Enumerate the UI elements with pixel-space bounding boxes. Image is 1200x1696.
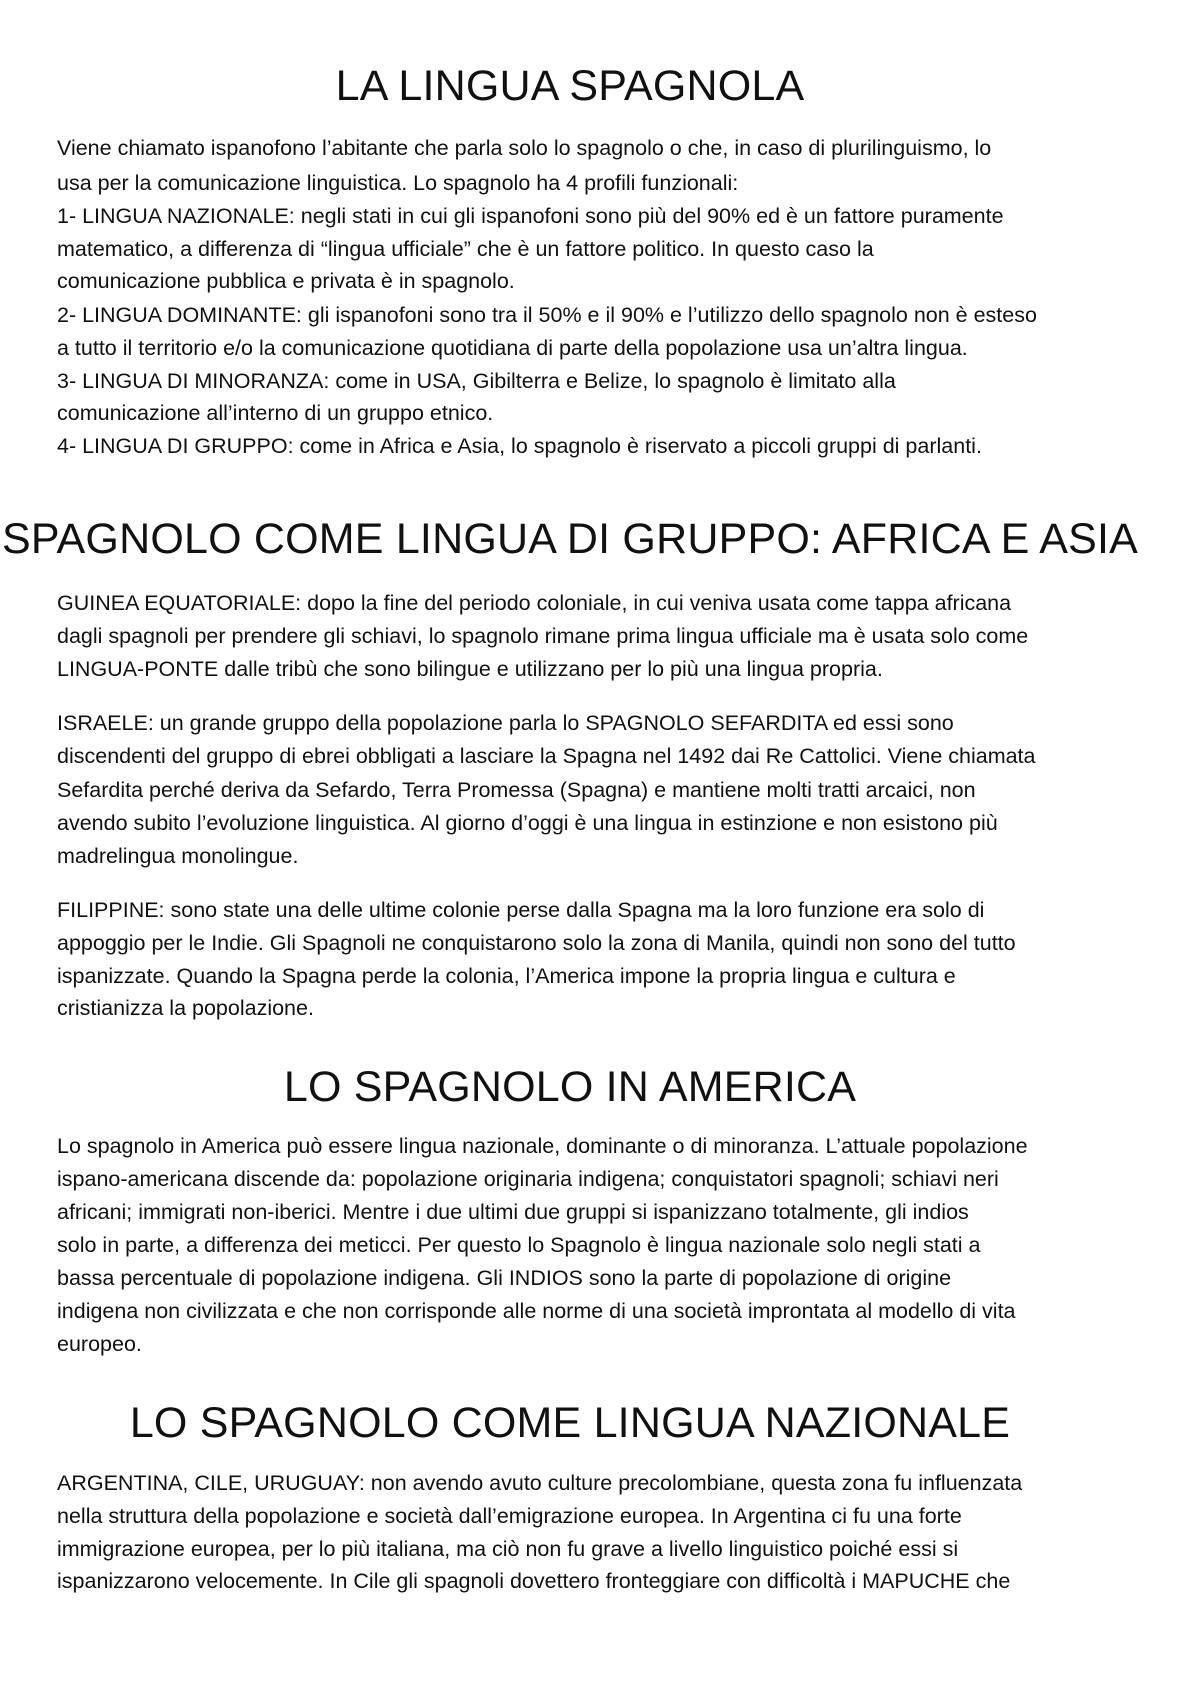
intro-line: comunicazione all’interno di un gruppo etnico. [57,401,494,425]
filippine-line: FILIPPINE: sono state una delle ultime colonie perse dalla Spagna ma la loro funzione era solo di [57,898,985,922]
nazionale-line: immigrazione europea, per lo più italiana, ma ciò non fu grave a livello linguistico poiché essi si [57,1537,959,1561]
nazionale-line: ARGENTINA, CILE, URUGUAY: non avendo avuto culture precolombiane, questa zona fu influenzata [57,1471,1023,1495]
section-heading-africa-asia: SPAGNOLO COME LINGUA DI GRUPPO: AFRICA E ASIA [1,515,1139,563]
israele-line: madrelingua monolingue. [57,844,299,868]
intro-line: matematico, a differenza di “lingua ufficiale” che è un fattore politico. In questo caso la [57,237,874,261]
section-heading-nazionale: LO SPAGNOLO COME LINGUA NAZIONALE [129,1399,1011,1447]
filippine-line: cristianizza la popolazione. [57,996,314,1020]
israele-line: discendenti del gruppo di ebrei obbligati a lasciare la Spagna nel 1492 dai Re Cattolici. Viene chiamata [57,744,1036,768]
intro-line: 3- LINGUA DI MINORANZA: come in USA, Gibilterra e Belize, lo spagnolo è limitato alla [57,369,896,393]
intro-line: comunicazione pubblica e privata è in spagnolo. [57,269,515,293]
intro-line: Viene chiamato ispanofono l’abitante che parla solo lo spagnolo o che, in caso di plurilinguismo, lo [57,136,992,160]
guinea-line: LINGUA-PONTE dalle tribù che sono bilingue e utilizzano per lo più una lingua propria. [57,657,883,681]
guinea-line: GUINEA EQUATORIALE: dopo la fine del periodo coloniale, in cui veniva usata come tappa africana [57,591,1012,615]
intro-line: a tutto il territorio e/o la comunicazione quotidiana di parte della popolazione usa un’altra lingua. [57,336,968,360]
intro-line: 2- LINGUA DOMINANTE: gli ispanofoni sono tra il 50% e il 90% e l’utilizzo dello spagnolo non è esteso [57,303,1037,327]
filippine-line: ispanizzate. Quando la Spagna perde la colonia, l’America impone la propria lingua e cultura e [57,964,956,988]
filippine-line: appoggio per le Indie. Gli Spagnoli ne conquistarono solo la zona di Manila, quindi non sono del tutto [57,931,1016,955]
america-line: Lo spagnolo in America può essere lingua nazionale, dominante o di minoranza. L’attuale popolazione [57,1134,1028,1158]
america-line: bassa percentuale di popolazione indigena. Gli INDIOS sono la parte di popolazione di origine [57,1266,952,1290]
document-title: LA LINGUA SPAGNOLA [335,62,805,110]
israele-line: ISRAELE: un grande gruppo della popolazione parla lo SPAGNOLO SEFARDITA ed essi sono [57,711,954,735]
nazionale-line: nella struttura della popolazione e società dall’emigrazione europea. In Argentina ci fu una forte [57,1504,962,1528]
guinea-line: dagli spagnoli per prendere gli schiavi, lo spagnolo rimane prima lingua ufficiale ma è usata solo come [57,624,1029,648]
america-line: africani; immigrati non-iberici. Mentre i due ultimi due gruppi si ispanizzano totalmente, gli indios [57,1200,969,1224]
intro-line: 4- LINGUA DI GRUPPO: come in Africa e Asia, lo spagnolo è riservato a piccoli gruppi di parlanti. [57,434,982,458]
america-line: ispano-americana discende da: popolazione originaria indigena; conquistatori spagnoli; schiavi neri [57,1167,999,1191]
intro-line: 1- LINGUA NAZIONALE: negli stati in cui gli ispanofoni sono più del 90% ed è un fattore puramente [57,204,1004,228]
intro-line: usa per la comunicazione linguistica. Lo spagnolo ha 4 profili funzionali: [57,171,739,195]
israele-line: Sefardita perché deriva da Sefardo, Terra Promessa (Spagna) e mantiene molti tratti arcaici, non [57,778,976,802]
america-line: solo in parte, a differenza dei meticci. Per questo lo Spagnolo è lingua nazionale solo negli stati a [57,1233,981,1257]
america-line: europeo. [57,1332,142,1356]
israele-line: avendo subito l’evoluzione linguistica. Al giorno d’oggi è una lingua in estinzione e non esistono più [57,811,998,835]
section-heading-america: LO SPAGNOLO IN AMERICA [283,1063,857,1111]
america-line: indigena non civilizzata e che non corrisponde alle norme di una società improntata al modello di vita [57,1299,1016,1323]
nazionale-line: ispanizzarono velocemente. In Cile gli spagnoli dovettero fronteggiare con difficoltà i MAPUCHE che [57,1569,1011,1593]
